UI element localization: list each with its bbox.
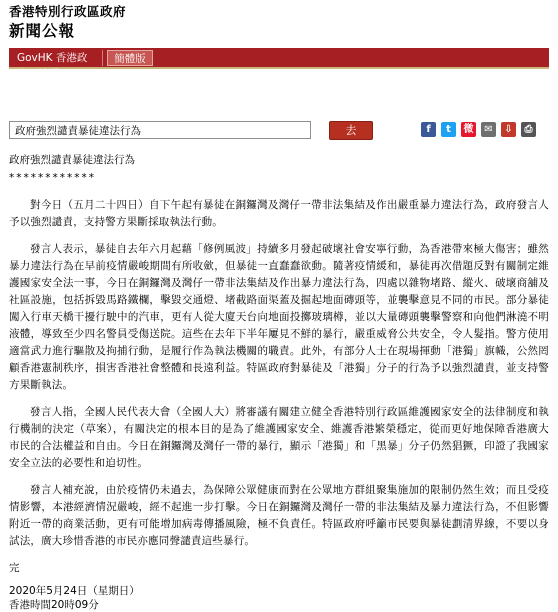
facebook-icon[interactable]: f bbox=[421, 122, 436, 137]
search-bar bbox=[9, 121, 549, 143]
weibo-icon[interactable]: 微 bbox=[461, 122, 476, 137]
simplified-chinese-link[interactable]: 簡體版 bbox=[107, 50, 153, 66]
download-icon[interactable]: ⇩ bbox=[501, 122, 516, 137]
search-button[interactable]: 去 bbox=[329, 121, 373, 140]
email-icon[interactable]: ✉ bbox=[481, 122, 496, 137]
page-header bbox=[9, 4, 126, 42]
press-release-body bbox=[9, 152, 549, 612]
government-name: 香港特別行政區政府 bbox=[9, 4, 127, 19]
section-title: 新聞公報 bbox=[9, 22, 76, 40]
title-separator: ************ bbox=[9, 172, 96, 184]
sign-off: 完 bbox=[9, 562, 20, 574]
top-nav-bar bbox=[9, 48, 549, 80]
article-paragraph: 對今日（五月二十四日）自下午起有暴徒在銅鑼灣及灣仔一帶非法集結及作出嚴重暴力違法行為，政府發言人予以強烈譴責，支持警方果斷採取執法行動。 bbox=[9, 199, 549, 228]
release-date: 2020年5月24日（星期日） bbox=[9, 585, 140, 597]
print-icon[interactable]: ⎙ bbox=[521, 122, 536, 137]
article-paragraph: 發言人指，全國人民代表大會（全國人大）將審議有關建立健全香港特別行政區維護國家安全的法律制度和執行機制的決定（草案），有關決定的根本目的是為了維護國家安全、維護香港繁榮穩定，從而更好地保障香港廣大市民的合法權益和自由。今日在銅鑼灣及灣仔一帶的暴行，顯示「港獨」和「黑暴」分子仍然猖獗，印證了我國家安全立法的必要性和迫切性。 bbox=[9, 406, 549, 469]
article-title: 政府強烈譴責暴徒違法行為 bbox=[9, 154, 135, 166]
search-input[interactable] bbox=[9, 121, 311, 139]
release-time: 香港時間20時09分 bbox=[9, 599, 99, 611]
twitter-icon[interactable]: t bbox=[441, 122, 456, 137]
govhk-link[interactable]: GovHK 香港政府一站通 bbox=[11, 50, 103, 66]
article-paragraph: 發言人補充說，由於疫情仍未過去，為保障公眾健康而對在公眾地方群組聚集施加的限制仍然生效；而且受疫情影響，本港經濟情況嚴峻，經不起進一步打擊。今日在銅鑼灣及灣仔一帶的非法集結及暴力違法行為，不但影響附近一帶的商業活動，更有可能增加病毒傳播風險，極不負責任。特區政府呼籲市民要與暴徒劃清界線，不要以身試法，廣大珍惜香港的市民亦應同聲譴責這些暴行。 bbox=[9, 484, 549, 547]
article-paragraph: 發言人表示，暴徒自去年六月起藉「修例風波」持續多月發起破壞社會安寧行動，為香港帶來極大傷害；雖然暴力違法行為在早前疫情嚴峻期間有所收歛，但暴徒一直蠢蠢欲動。隨著疫情緩和，暴徒再次借題反對有關制定維護國家安全法一事，今日在銅鑼灣及灣仔一帶非法集結及作出暴力違法行為，四處以雜物堵路、縱火、破壞商舖及社區設施，包括拆毀馬路鐵欄，擊毀交通燈、堵截路面渠蓋及掘起地面磚頭等，並襲擊意見不同的市民。部分暴徒闖入行車天橋干擾行駛中的汽車，更有人從大廈天台向地面投擲玻璃樽，並以大量磚頭襲擊警察和向他們淋澆不明液體，導致至少四名警員受傷送院。這些在去年下半年屢見不鮮的暴行，嚴重威脅公共安全，令人髮指。警方使用適當武力進行驅散及拘捕行動，是履行作為執法機關的職責。此外，有部分人士在現場揮動「港獨」旗幟，公然罔顧香港憲制秩序，損害香港社會整體和長遠利益。特區政府對暴徒及「港獨」分子的行為予以強烈譴責，並支持警方果斷執法。 bbox=[9, 243, 549, 391]
